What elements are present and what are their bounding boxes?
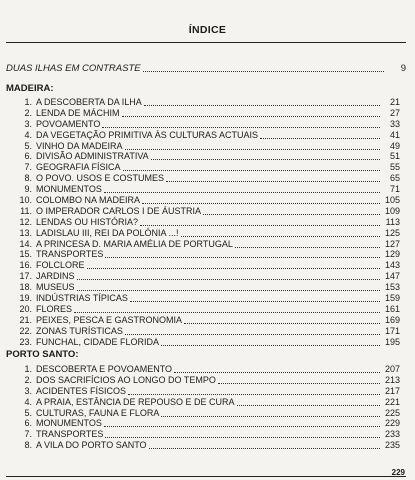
entry-page: 143 bbox=[384, 260, 400, 271]
entry-page: 171 bbox=[384, 325, 400, 336]
entry-page: 27 bbox=[389, 107, 400, 118]
entry-number: 12. bbox=[19, 216, 32, 227]
section-heading-porto-santo: PORTO SANTO: bbox=[6, 349, 79, 360]
toc-entry bbox=[14, 429, 400, 440]
entry-page: 159 bbox=[384, 293, 400, 304]
toc-entry bbox=[14, 119, 400, 130]
entry-title: LENDAS OU HISTÓRIA? bbox=[36, 216, 139, 227]
entry-title: A VILA DO PORTO SANTO bbox=[36, 440, 147, 451]
dot-leader bbox=[104, 192, 380, 193]
entry-number: 3. bbox=[24, 385, 32, 396]
entry-page: 217 bbox=[384, 385, 400, 396]
entry-title: COLOMBO NA MADEIRA bbox=[36, 195, 141, 206]
entry-title: O IMPERADOR CARLOS I DE ÁUSTRIA bbox=[36, 205, 202, 216]
entry-page: 229 bbox=[384, 418, 400, 429]
madeira-list bbox=[14, 97, 400, 347]
entry-title: MONUMENTOS bbox=[36, 418, 102, 429]
dot-leader bbox=[77, 279, 380, 280]
entry-number: 10. bbox=[19, 195, 32, 206]
intro-page: 9 bbox=[400, 63, 406, 74]
entry-number: 11. bbox=[20, 205, 32, 216]
entry-number: 8. bbox=[24, 440, 32, 451]
entry-page: 161 bbox=[384, 303, 400, 314]
entry-number: 14. bbox=[19, 238, 32, 249]
entry-page: 105 bbox=[384, 195, 400, 206]
toc-entry bbox=[14, 337, 400, 348]
toc-entry bbox=[14, 260, 400, 271]
toc-entry bbox=[14, 184, 400, 195]
toc-entry bbox=[14, 386, 400, 397]
entry-page: 127 bbox=[384, 238, 400, 249]
entry-page: 169 bbox=[384, 314, 400, 325]
entry-number: 4. bbox=[24, 396, 32, 407]
entry-title: TRANSPORTES bbox=[36, 249, 104, 260]
entry-page: 41 bbox=[389, 129, 400, 140]
dot-leader bbox=[181, 236, 380, 237]
entry-title: MONUMENTOS bbox=[36, 184, 102, 195]
entry-number: 13. bbox=[19, 227, 32, 238]
top-rule bbox=[6, 42, 406, 43]
entry-title: DA VEGETAÇÃO PRIMITIVA ÀS CULTURAS ACTUAIS bbox=[36, 129, 259, 140]
entry-number: 7. bbox=[24, 429, 32, 440]
entry-page: 109 bbox=[384, 205, 400, 216]
dot-leader bbox=[237, 405, 380, 406]
dot-leader bbox=[184, 323, 380, 324]
entry-number: 6. bbox=[24, 151, 32, 162]
toc-entry bbox=[14, 141, 400, 152]
entry-title: O POVO. USOS E COSTUMES bbox=[36, 173, 165, 184]
entry-page: 233 bbox=[384, 429, 400, 440]
entry-title: VINHO DA MADEIRA bbox=[36, 140, 123, 151]
footer-page-number: 229 bbox=[391, 468, 405, 477]
toc-entry bbox=[14, 293, 400, 304]
entry-number: 3. bbox=[24, 118, 32, 129]
toc-entry bbox=[14, 282, 400, 293]
dot-leader bbox=[260, 138, 380, 139]
toc-entry bbox=[14, 364, 400, 375]
entry-title: CULTURAS, FAUNA E FLORA bbox=[36, 407, 160, 418]
dot-leader bbox=[218, 383, 380, 384]
toc-entry bbox=[14, 108, 400, 119]
dot-leader bbox=[151, 159, 380, 160]
page-title: ÍNDICE bbox=[188, 24, 227, 36]
toc-entry bbox=[14, 97, 400, 108]
entry-number: 16. bbox=[19, 260, 32, 271]
entry-page: 33 bbox=[389, 118, 400, 129]
entry-title: FLORES bbox=[36, 303, 73, 314]
dot-leader bbox=[87, 268, 380, 269]
toc-entry bbox=[14, 397, 400, 408]
entry-page: 221 bbox=[384, 396, 400, 407]
entry-number: 2. bbox=[24, 107, 32, 118]
entry-page: 71 bbox=[389, 184, 400, 195]
entry-number: 2. bbox=[24, 374, 32, 385]
dot-leader bbox=[102, 127, 380, 128]
entry-number: 1. bbox=[24, 364, 32, 374]
entry-page: 147 bbox=[384, 271, 400, 282]
dot-leader bbox=[125, 334, 380, 335]
entry-page: 195 bbox=[384, 336, 400, 347]
entry-number: 1. bbox=[24, 97, 32, 107]
entry-page: 125 bbox=[384, 227, 400, 238]
entry-title: JARDINS bbox=[36, 271, 75, 282]
dot-leader bbox=[140, 225, 380, 226]
entry-page: 55 bbox=[389, 162, 400, 173]
entry-title: FUNCHAL, CIDADE FLORIDA bbox=[36, 336, 160, 347]
toc-entry bbox=[14, 206, 400, 217]
entry-number: 7. bbox=[24, 162, 32, 173]
entry-number: 6. bbox=[24, 418, 32, 429]
entry-title: INDÚSTRIAS TÍPICAS bbox=[36, 293, 128, 304]
section-heading-madeira: MADEIRA: bbox=[6, 83, 54, 94]
entry-title: A PRAIA, ESTÂNCIA DE REPOUSO E DE CURA bbox=[36, 396, 235, 407]
toc-entry bbox=[14, 130, 400, 141]
entry-page: 153 bbox=[384, 282, 400, 293]
toc-entry bbox=[14, 326, 400, 337]
entry-title: MUSEUS bbox=[36, 282, 75, 293]
entry-title: GEOGRAFIA FÍSICA bbox=[36, 162, 121, 173]
dot-leader bbox=[166, 181, 380, 182]
toc-entry bbox=[14, 162, 400, 173]
entry-page: 225 bbox=[384, 407, 400, 418]
entry-title: ACIDENTES FÍSICOS bbox=[36, 385, 127, 396]
dot-leader bbox=[161, 345, 380, 346]
dot-leader bbox=[142, 203, 380, 204]
entry-page: 65 bbox=[389, 173, 400, 184]
toc-entry bbox=[14, 173, 400, 184]
toc-entry bbox=[14, 239, 400, 250]
porto-santo-list bbox=[14, 364, 400, 451]
toc-entry bbox=[14, 217, 400, 228]
dot-leader bbox=[104, 426, 380, 427]
entry-title: TRANSPORTES bbox=[36, 429, 104, 440]
toc-entry bbox=[14, 440, 400, 451]
toc-entry bbox=[14, 249, 400, 260]
entry-number: 19. bbox=[19, 293, 32, 304]
entry-number: 5. bbox=[24, 140, 32, 151]
entry-title: A DESCOBERTA DA ILHA bbox=[36, 97, 142, 107]
toc-entry bbox=[14, 418, 400, 429]
toc-entry bbox=[14, 408, 400, 419]
entry-number: 5. bbox=[24, 407, 32, 418]
entry-number: 23. bbox=[19, 336, 32, 347]
dot-leader bbox=[130, 301, 380, 302]
toc-entry bbox=[14, 315, 400, 326]
entry-number: 9. bbox=[24, 184, 32, 195]
entry-title: ZONAS TURÍSTICAS bbox=[36, 325, 123, 336]
entry-page: 113 bbox=[385, 216, 400, 227]
toc-entry bbox=[14, 195, 400, 206]
toc-entry bbox=[14, 151, 400, 162]
dot-leader bbox=[105, 437, 380, 438]
entry-number: 18. bbox=[19, 282, 32, 293]
entry-page: 213 bbox=[384, 374, 400, 385]
dot-leader bbox=[161, 416, 380, 417]
entry-number: 8. bbox=[24, 173, 32, 184]
dot-leader bbox=[203, 214, 380, 215]
dot-leader bbox=[122, 116, 380, 117]
dot-leader bbox=[125, 149, 380, 150]
entry-title: LADISLAU III, REI DA POLÓNIA ...! bbox=[36, 227, 179, 238]
dot-leader bbox=[149, 448, 380, 449]
entry-title: PEIXES, PESCA E GASTRONOMIA bbox=[36, 314, 183, 325]
entry-title: DIVISÃO ADMINISTRATIVA bbox=[36, 151, 149, 162]
dot-leader bbox=[143, 71, 384, 72]
entry-number: 17. bbox=[19, 271, 32, 282]
dot-leader bbox=[174, 372, 380, 373]
entry-page: 207 bbox=[384, 364, 400, 374]
entry-number: 15. bbox=[19, 249, 32, 260]
dot-leader bbox=[74, 312, 380, 313]
entry-number: 4. bbox=[24, 129, 32, 140]
entry-title: LENDA DE MÁCHIM bbox=[36, 107, 120, 118]
entry-page: 21 bbox=[389, 97, 400, 107]
dot-leader bbox=[235, 247, 380, 248]
entry-number: 20. bbox=[19, 303, 32, 314]
dot-leader bbox=[77, 290, 380, 291]
entry-page: 235 bbox=[384, 440, 400, 451]
entry-page: 51 bbox=[389, 151, 400, 162]
toc-entry bbox=[14, 304, 400, 315]
dot-leader bbox=[128, 394, 380, 395]
dot-leader bbox=[105, 257, 380, 258]
entry-title: A PRINCESA D. MARIA AMÉLIA DE PORTUGAL bbox=[36, 238, 233, 249]
entry-title: DESCOBERTA E POVOAMENTO bbox=[36, 364, 173, 374]
dot-leader bbox=[144, 105, 380, 106]
entry-title: FOLCLORE bbox=[36, 260, 85, 271]
toc-entry bbox=[14, 228, 400, 239]
dot-leader bbox=[123, 170, 380, 171]
entry-title: POVOAMENTO bbox=[36, 118, 101, 129]
intro-label: DUAS ILHAS EM CONTRASTE bbox=[6, 63, 141, 74]
entry-page: 129 bbox=[384, 249, 400, 260]
entry-number: 22. bbox=[19, 325, 32, 336]
bottom-rule bbox=[6, 476, 406, 477]
entry-title: DOS SACRIFÍCIOS AO LONGO DO TEMPO bbox=[36, 374, 216, 385]
toc-entry bbox=[14, 375, 400, 386]
toc-entry bbox=[14, 271, 400, 282]
entry-number: 21. bbox=[19, 314, 32, 325]
entry-page: 49 bbox=[389, 140, 400, 151]
intro-entry bbox=[6, 63, 406, 74]
